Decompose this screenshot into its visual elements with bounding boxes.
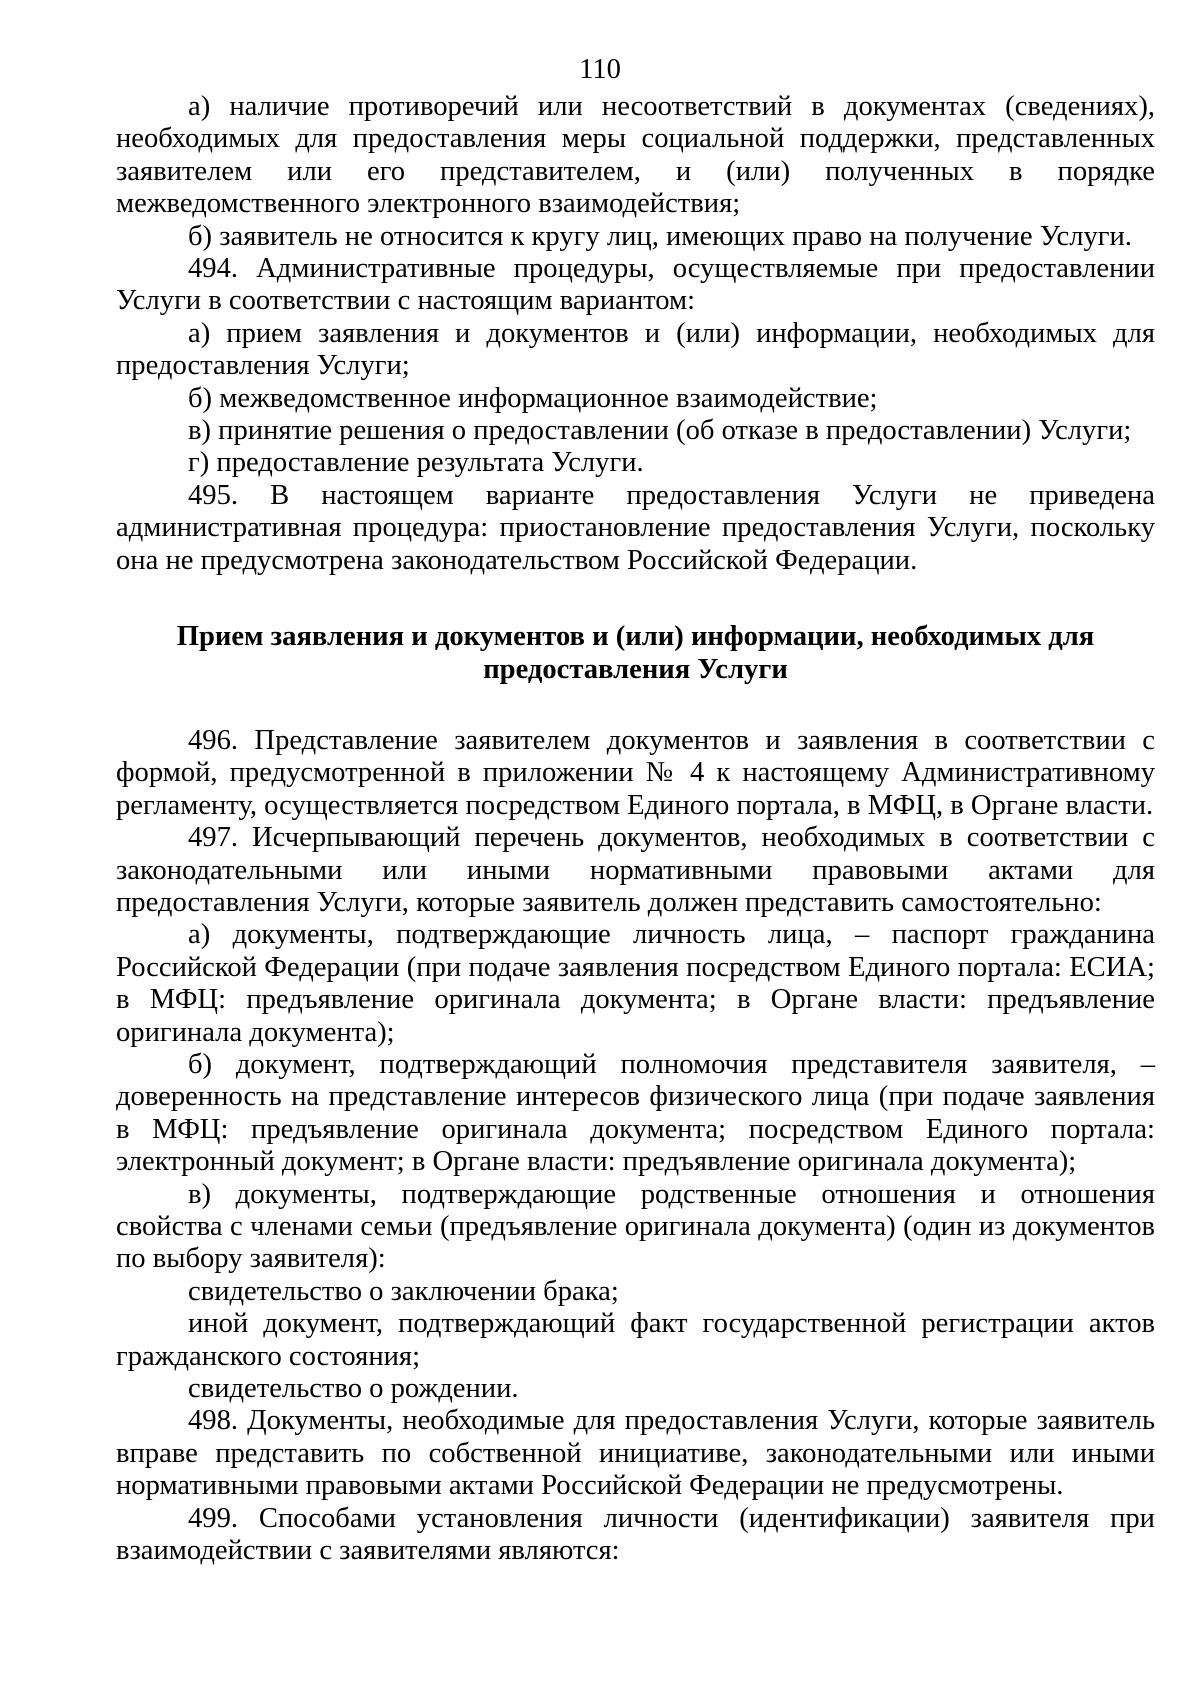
paragraph-494-v: в) принятие решения о предоставлении (об отказе в предоставлении) Услуги; [188,415,1132,447]
page-number: 110 [579,54,621,85]
paragraph-494-b: б) межведомственное информационное взаимодействие; [188,382,878,414]
paragraph-493-a: а) наличие противоречий или несоответствий в документах (сведениях), необходимых для предоставления меры социальной поддержки, представленных заявителем или его представителем, и (или) полученных в порядке межведомственного электронного взаимодействия; [116,91,1155,220]
section-heading-line-2: предоставления Услуги [483,653,788,685]
paragraph-498: 498. Документы, необходимые для предоставления Услуги, которые заявитель вправе представить по собственной инициативе, законодательными или иными нормативными правовыми актами Российской Федерации не предусмотрены. [116,1405,1155,1502]
section-heading-line-1: Прием заявления и документов и (или) информации, необходимых для [176,621,1095,653]
paragraph-497: 497. Исчерпывающий перечень документов, необходимых в соответствии с законодательными или иными нормативными правовыми актами для предоставления Услуги, которые заявитель должен представить самостоятельно: [116,822,1155,918]
paragraph-495: 495. В настоящем варианте предоставления Услуги не приведена административная процедура: приостановление предоставления Услуги, поскольку она не предусмотрена законодательством Российской Федерации. [116,479,1155,576]
section-heading [116,621,1155,686]
paragraph-497-a: а) документы, подтверждающие личность лица, – паспорт гражданина Российской Федерации (при подаче заявления посредством Единого портала: ЕСИА; в МФЦ: предъявление оригинала документа; в Органе власти: предъявление оригинала документа); [116,919,1155,1048]
paragraph-497-v: в) документы, подтверждающие родственные отношения и отношения свойства с членами семьи (предъявление оригинала документа) (один из документов по выбору заявителя): [116,1178,1155,1275]
paragraph-497-v-item-2: иной документ, подтверждающий факт государственной регистрации актов гражданского состояния; [116,1308,1155,1372]
paragraph-493-b: б) заявитель не относится к кругу лиц, имеющих право на получение Услуги. [188,220,1132,252]
paragraph-497-b: б) документ, подтверждающий полномочия представителя заявителя, – доверенность на представление интересов физического лица (при подаче заявления в МФЦ: предъявление оригинала документа; посредством Единого портала: электронный документ; в Органе власти: предъявление оригинала документа); [116,1048,1155,1178]
paragraph-497-v-item-1: свидетельство о заключении брака; [188,1275,619,1307]
paragraph-496: 496. Представление заявителем документов и заявления в соответствии с формой, предусмотренной в приложении № 4 к настоящему Административному регламенту, осуществляется посредством Единого портала, в МФЦ, в Органе власти. [116,724,1155,821]
paragraph-494: 494. Административные процедуры, осуществляемые при предоставлении Услуги в соответствии с настоящим вариантом: [116,253,1155,317]
paragraph-494-g: г) предоставление результата Услуги. [188,447,644,479]
paragraph-497-v-item-3: свидетельство о рождении. [188,1373,519,1405]
paragraph-499: 499. Способами установления личности (идентификации) заявителя при взаимодействии с заявителями являются: [116,1502,1155,1567]
document-body [116,91,1155,1567]
paragraph-494-a: а) прием заявления и документов и (или) информации, необходимых для предоставления Услуги; [116,317,1155,382]
